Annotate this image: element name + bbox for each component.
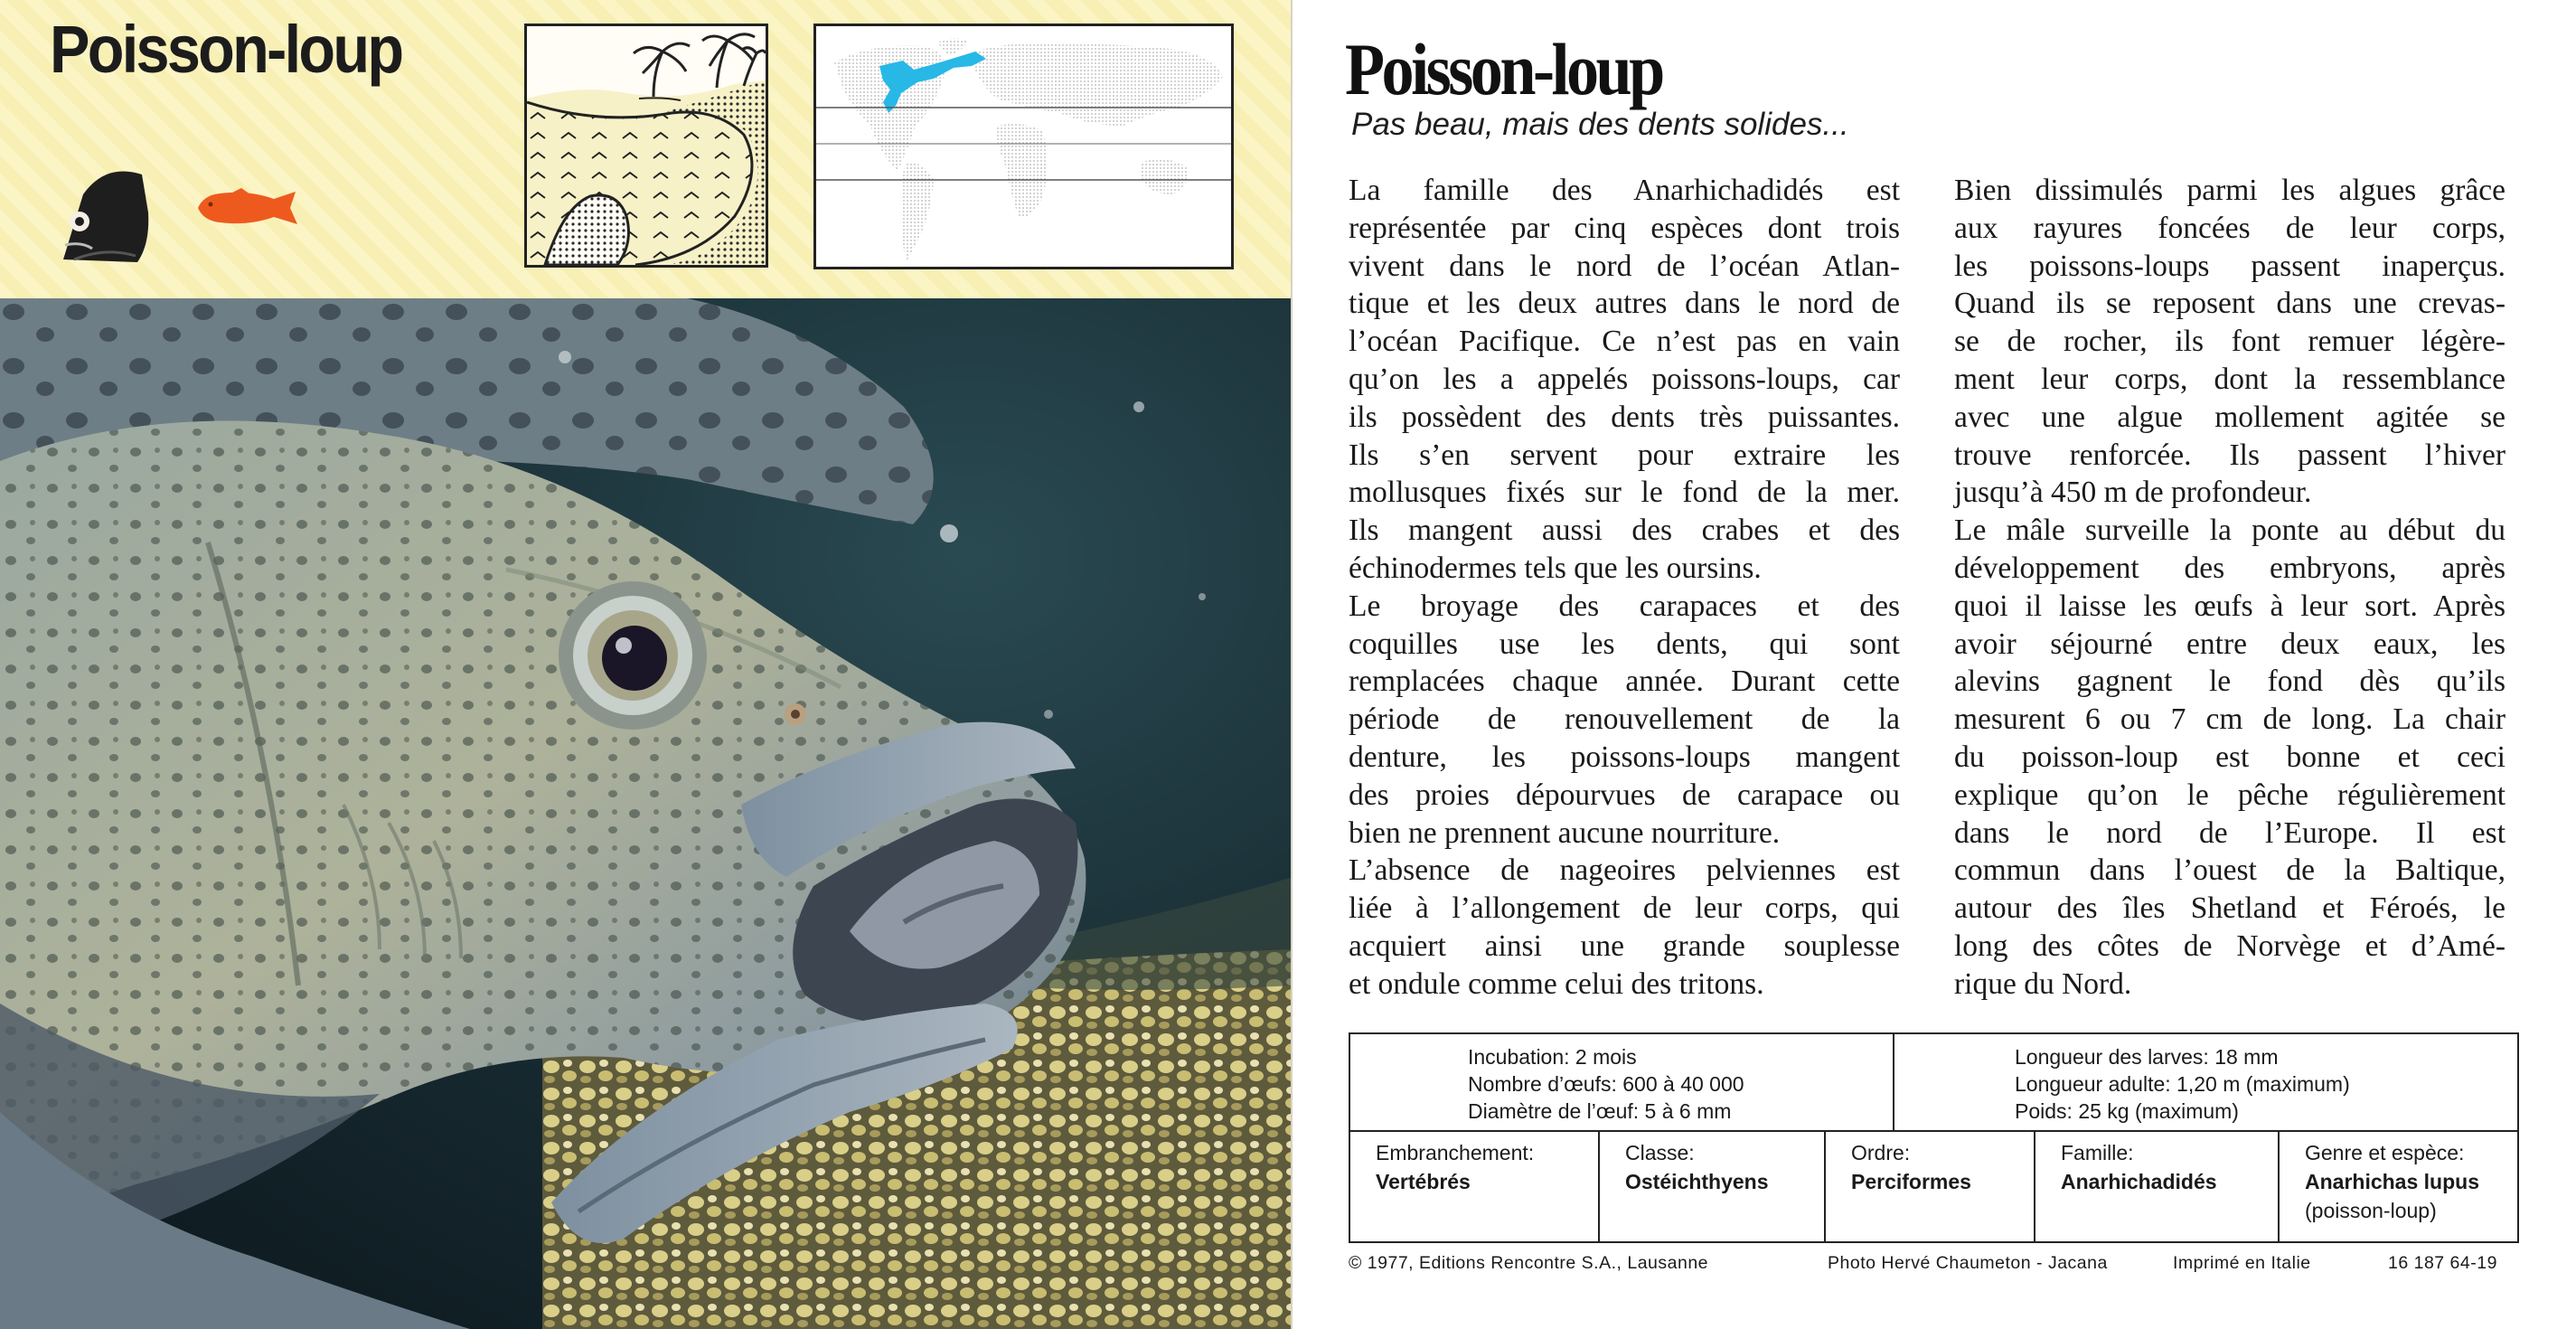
fish-head-icon xyxy=(56,158,155,267)
body-text-line: commun dans l’ouest de la Baltique, xyxy=(1954,853,2505,888)
size-data xyxy=(2015,1043,2350,1125)
body-text-line: Le mâle surveille la ponte au début du xyxy=(1954,514,2505,548)
body-text-line: coquilles use les dents, qui sont xyxy=(1349,627,1900,661)
text-column-left xyxy=(1349,172,1900,1004)
body-text-line: alevins gagnent le fond dès qu’ils xyxy=(1954,664,2505,699)
taxonomy-label: Famille: xyxy=(2061,1141,2134,1164)
taxonomy-value: Vertébrés xyxy=(1376,1170,1471,1193)
body-text-line: tique et les deux autres dans le nord de xyxy=(1349,287,1900,321)
body-text-line: liée à l’allongement de leur corps, qui xyxy=(1349,891,1900,926)
text-column-right xyxy=(1954,172,2505,1004)
body-text-line: mesurent 6 ou 7 cm de long. La chair xyxy=(1954,702,2505,737)
body-text-line: les poissons-loups passent inaperçus. xyxy=(1954,249,2505,283)
taxonomy-cell-embranchement xyxy=(1350,1132,1600,1243)
body-text-line: du poisson-loup est bonne et ceci xyxy=(1954,740,2505,774)
taxonomy-label: Embranchement: xyxy=(1376,1141,1535,1164)
egg-count-text: Nombre d’œufs: 600 à 40 000 xyxy=(1468,1072,1744,1096)
egg-diameter-text: Diamètre de l’œuf: 5 à 6 mm xyxy=(1468,1099,1732,1123)
body-text-line: développement des embryons, après xyxy=(1954,551,2505,585)
body-text-line: denture, les poissons-loups mangent xyxy=(1349,740,1900,774)
taxonomy-value: Anarhichas lupus xyxy=(2305,1170,2479,1193)
photo-credit-text: Photo Hervé Chaumeton - Jacana xyxy=(1828,1253,2108,1273)
taxonomy-label: Genre et espèce: xyxy=(2305,1141,2465,1164)
orange-fish-icon xyxy=(194,188,303,229)
card-title: Poisson-loup xyxy=(50,12,402,87)
body-text-line: long des côtes de Norvège et d’Amé- xyxy=(1954,928,2505,963)
printed-text: Imprimé en Italie xyxy=(2173,1253,2311,1273)
body-text-line: dans le nord de l’Europe. Il est xyxy=(1954,815,2505,850)
taxonomy-label: Classe: xyxy=(1625,1141,1695,1164)
taxonomy-value: Ostéichthyens xyxy=(1625,1170,1769,1193)
body-text-line: Quand ils se reposent dans une crevas- xyxy=(1954,287,2505,321)
fish-photo xyxy=(0,298,1293,1329)
taxonomy-label: Ordre: xyxy=(1851,1141,1911,1164)
larva-length-text: Longueur des larves: 18 mm xyxy=(2015,1045,2279,1069)
weight-text: Poids: 25 kg (maximum) xyxy=(2015,1099,2239,1123)
taxonomy-common-name: (poisson-loup) xyxy=(2305,1199,2437,1222)
habitat-pictogram xyxy=(524,24,768,268)
taxonomy-cell-genre-espece xyxy=(2280,1132,2517,1243)
body-text-line: échinodermes tels que les oursins. xyxy=(1349,551,1762,585)
body-text-line: explique qu’on le pêche régulièrement xyxy=(1954,778,2505,812)
world-map xyxy=(813,24,1234,269)
body-text-line: Ils mangent aussi des crabes et des xyxy=(1349,514,1900,548)
body-text-line: ils possèdent des dents très puissantes. xyxy=(1349,400,1900,434)
body-text-line: vivent dans le nord de l’océan Atlan- xyxy=(1349,249,1900,283)
body-text-line: Bien dissimulés parmi les algues grâce xyxy=(1954,174,2505,207)
card-subtitle: Pas beau, mais des dents solides... xyxy=(1351,107,1849,142)
body-text-line: mollusques fixés sur le fond de la mer. xyxy=(1349,476,1900,510)
reproduction-data xyxy=(1468,1043,1744,1125)
body-text-line: des proies dépourvues de carapace ou xyxy=(1349,778,1900,812)
body-text-line: avec une algue mollement agitée se xyxy=(1954,400,2505,434)
body-text-line: aux rayures foncées de leur corps, xyxy=(1954,211,2505,245)
card-footer xyxy=(1349,1253,2524,1280)
body-text-line: jusqu’à 450 m de profondeur. xyxy=(1954,476,2312,510)
body-text-line: acquiert ainsi une grande souplesse xyxy=(1349,928,1900,963)
body-text-line: remplacées chaque année. Durant cette xyxy=(1349,664,1900,699)
body-text-line: se de rocher, ils font remuer légère- xyxy=(1954,325,2505,359)
body-text-line: qu’on les a appelés poissons-loups, car xyxy=(1349,362,1900,396)
body-text-line: Ils s’en servent pour extraire les xyxy=(1349,438,1900,472)
taxonomy-row xyxy=(1350,1132,2517,1243)
divider xyxy=(1893,1034,1894,1132)
body-text-line: période de renouvellement de la xyxy=(1349,702,1900,737)
body-text-line: rique du Nord. xyxy=(1954,966,2132,1001)
body-text-line: trouve renforcée. Ils passent l’hiver xyxy=(1954,438,2505,472)
body-text-line: L’absence de nageoires pelviennes est xyxy=(1349,853,1900,888)
card-title: Poisson-loup xyxy=(1345,28,1662,110)
body-text-line: représentée par cinq espèces dont trois xyxy=(1349,211,1900,245)
taxonomy-value: Perciformes xyxy=(1851,1170,1971,1193)
body-text-line: quoi il laisse les œufs à leur sort. Après xyxy=(1954,589,2505,623)
copyright-text: © 1977, Editions Rencontre S.A., Lausanne xyxy=(1349,1253,1709,1273)
body-text-line: avoir séjourné entre deux eaux, les xyxy=(1954,627,2505,661)
taxonomy-cell-famille xyxy=(2035,1132,2280,1243)
body-text-line: l’océan Pacifique. Ce n’est pas en vain xyxy=(1349,325,1900,359)
body-text-line: La famille des Anarhichadidés est xyxy=(1349,174,1900,207)
body-text-line: ment leur corps, dont la ressemblance xyxy=(1954,362,2505,396)
data-row-measurements xyxy=(1350,1034,2517,1132)
incubation-text: Incubation: 2 mois xyxy=(1468,1045,1637,1069)
taxonomy-value: Anarhichadidés xyxy=(2061,1170,2217,1193)
body-text-line: bien ne prennent aucune nourriture. xyxy=(1349,815,1781,850)
body-text-line: autour des îles Shetland et Féroés, le xyxy=(1954,891,2505,926)
card-code-text: 16 187 64-19 xyxy=(2388,1253,2497,1273)
taxonomy-cell-ordre xyxy=(1826,1132,2035,1243)
body-text-line: et ondule comme celui des tritons. xyxy=(1349,966,1764,1001)
adult-length-text: Longueur adulte: 1,20 m (maximum) xyxy=(2015,1072,2350,1096)
taxonomy-cell-classe xyxy=(1600,1132,1826,1243)
right-card xyxy=(1302,0,2576,1329)
body-text-line: Le broyage des carapaces et des xyxy=(1349,589,1900,623)
data-table xyxy=(1349,1032,2519,1243)
card-header xyxy=(0,0,1293,298)
